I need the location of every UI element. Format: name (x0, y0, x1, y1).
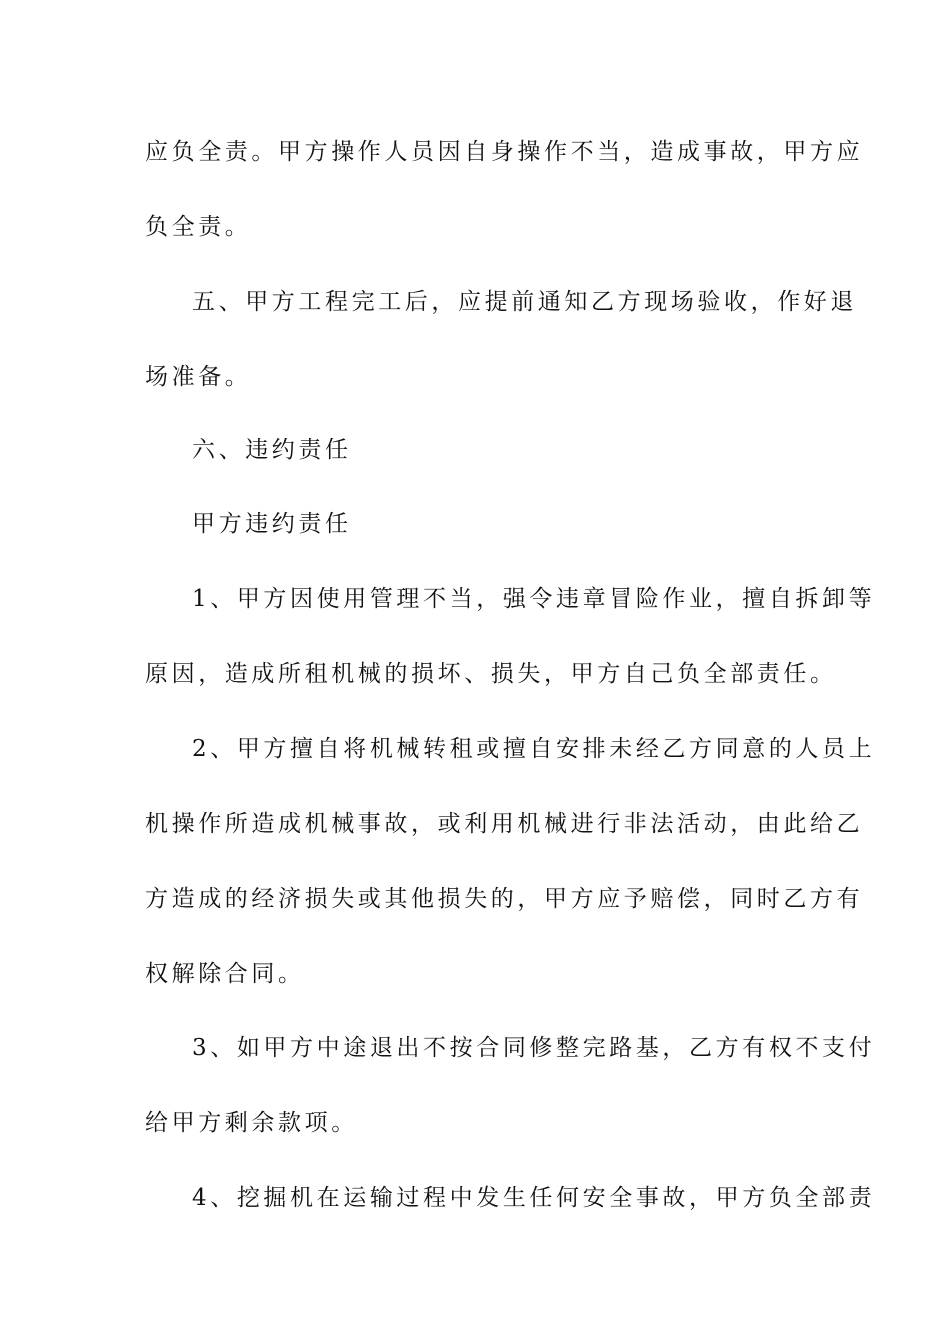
subsection-heading: 甲方违约责任 (192, 511, 352, 537)
paragraph-line: 给甲方剩余款项。 (145, 1110, 358, 1136)
paragraph-line: 负全责。 (145, 214, 252, 240)
paragraph-line: 2、甲方擅自将机械转租或擅自安排未经乙方同意的人员上 (192, 736, 876, 762)
paragraph-line: 权解除合同。 (145, 961, 305, 987)
paragraph-line: 4、挖掘机在运输过程中发生任何安全事故，甲方负全部责 (192, 1185, 876, 1211)
paragraph-line: 机操作所造成机械事故，或利用机械进行非法活动，由此给乙 (145, 811, 864, 837)
paragraph-line: 五、甲方工程完工后，应提前通知乙方现场验收，作好退 (192, 289, 857, 315)
section-heading: 六、违约责任 (192, 437, 352, 463)
paragraph-line: 原因，造成所租机械的损坏、损失，甲方自己负全部责任。 (145, 661, 837, 687)
paragraph-line: 场准备。 (145, 364, 252, 390)
paragraph-line: 方造成的经济损失或其他损失的，甲方应予赔偿，同时乙方有 (145, 886, 864, 912)
paragraph-line: 3、如甲方中途退出不按合同修整完路基，乙方有权不支付 (192, 1035, 876, 1061)
paragraph-line: 应负全责。甲方操作人员因自身操作不当，造成事故，甲方应 (145, 139, 864, 165)
paragraph-line: 1、甲方因使用管理不当，强令违章冒险作业，擅自拆卸等 (192, 586, 876, 612)
